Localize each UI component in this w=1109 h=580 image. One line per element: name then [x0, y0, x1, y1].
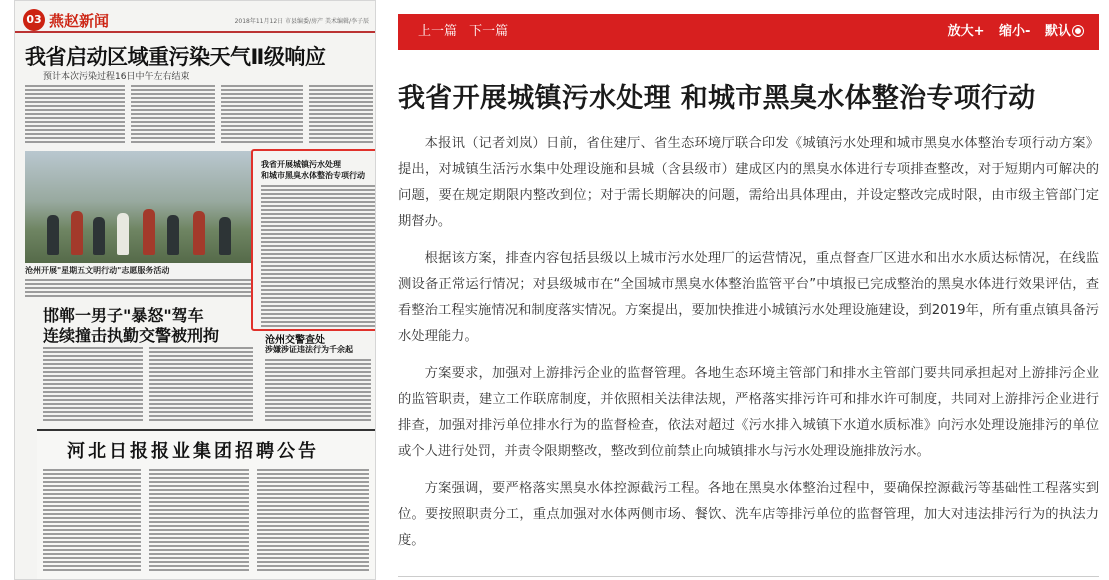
recruitment-ad[interactable]: [37, 429, 376, 580]
photo-caption: 沧州开展"星期五文明行动"志愿服务活动: [25, 266, 170, 275]
text-block: [221, 85, 303, 145]
default-size-button[interactable]: [1045, 24, 1083, 39]
zoom-out-button[interactable]: 缩小-: [999, 24, 1031, 39]
highlight-title-line2: 和城市黑臭水体整治专项行动: [261, 171, 365, 180]
text-block: [25, 279, 251, 299]
text-block: [309, 85, 373, 145]
next-article-link[interactable]: 下一篇: [469, 24, 509, 39]
ad-title: 河北日报报业集团招聘公告: [67, 441, 319, 462]
headline-3-line1[interactable]: 沧州交警查处: [265, 335, 325, 346]
headline-2-line1[interactable]: 邯郸一男子"暴怒"驾车: [43, 306, 204, 325]
newspaper-masthead: [15, 7, 375, 33]
text-block: [149, 347, 253, 423]
headline-2-line2[interactable]: 连续撞击执勤交警被刑拘: [43, 326, 220, 345]
section-name: 燕赵新闻: [49, 12, 110, 30]
text-block: [131, 85, 215, 145]
text-block: [25, 85, 125, 145]
header-meta: 2018年11月12日 市县编委/房产 美术编辑/李子辰: [234, 18, 369, 25]
text-block: [43, 347, 143, 423]
reset-dot-icon: [1073, 26, 1083, 36]
headline-main-sub: 预计本次污染过程16日中午左右结束: [43, 72, 190, 82]
default-size-label: 默认: [1044, 24, 1071, 39]
text-block: [257, 469, 369, 573]
newspaper-page-thumbnail: [14, 0, 376, 580]
bottom-divider: [398, 576, 1099, 577]
page-number-badge: 03: [23, 9, 45, 31]
text-block: [261, 185, 376, 329]
article-toolbar: [398, 14, 1099, 50]
zoom-in-button[interactable]: 放大+: [947, 24, 985, 39]
highlight-title-line1: 我省开展城镇污水处理: [261, 160, 341, 169]
article-content: [398, 50, 1099, 565]
article-paragraph: 根据该方案，排查内容包括县级以上城市污水处理厂的运营情况，重点督查厂区进水和出水水质达标情况，在线监测设备正常运行情况；对县级城市在“全国城市黑臭水体整治监管平台”中填报已完成整治的黑臭水体进行效果评估，查看整治工程实施情况和制度落实情况。方案提出，要加快推进小城镇污水处理设施建设，到2019年，所有重点镇具备污水处理能力。: [398, 251, 1099, 344]
text-block: [43, 469, 141, 573]
article-title: 我省开展城镇污水处理 和城市黑臭水体整治专项行动: [398, 83, 1036, 114]
article-paragraph: 方案强调，要严格落实黑臭水体控源截污工程。各地在黑臭水体整治过程中，要确保控源截污等基础性工程落实到位。要按照职责分工，重点加强对水体两侧市场、餐饮、洗车店等排污单位的监督管理，加大对违法排污行为的执法力度。: [398, 481, 1099, 548]
article-body: [398, 131, 1099, 554]
highlighted-article-box[interactable]: [251, 149, 376, 331]
news-photo: [25, 151, 251, 263]
headline-3-line2[interactable]: 涉嫌涉证违法行为千余起: [265, 345, 353, 354]
prev-article-link[interactable]: 上一篇: [418, 24, 458, 39]
text-block: [265, 359, 371, 423]
article-paragraph: 方案要求，加强对上游排污企业的监督管理。各地生态环境主管部门和排水主管部门要共同承担起对上游排污企业的监管职责，建立工作联席制度，并依照相关法律法规，严格落实排污许可和排水许可制度，共同对上游排污企业进行排查，加强对排污单位排水行为的监督检查，依法对超过《污水排入城镇下水道水质标准》向污水处理设施排污的单位或个人进行处罚，并责令限期整改，整改到位前禁止向城镇排水与污水处理设施排放污水。: [398, 366, 1099, 459]
text-block: [149, 469, 249, 573]
article-paragraph: 本报讯（记者刘岚）日前，省住建厅、省生态环境厅联合印发《城镇污水处理和城市黑臭水体整治专项行动方案》提出，对城镇生活污水集中处理设施和县城（含县级市）建成区内的黑臭水体进行专项排查整改，对于短期内可解决的问题，要在规定期限内整改到位；对于需长期解决的问题，需给出具体理由，并设定整改完成时限，由市级主管部门定期督办。: [398, 136, 1099, 229]
headline-main[interactable]: 我省启动区域重污染天气Ⅱ级响应: [25, 45, 326, 69]
